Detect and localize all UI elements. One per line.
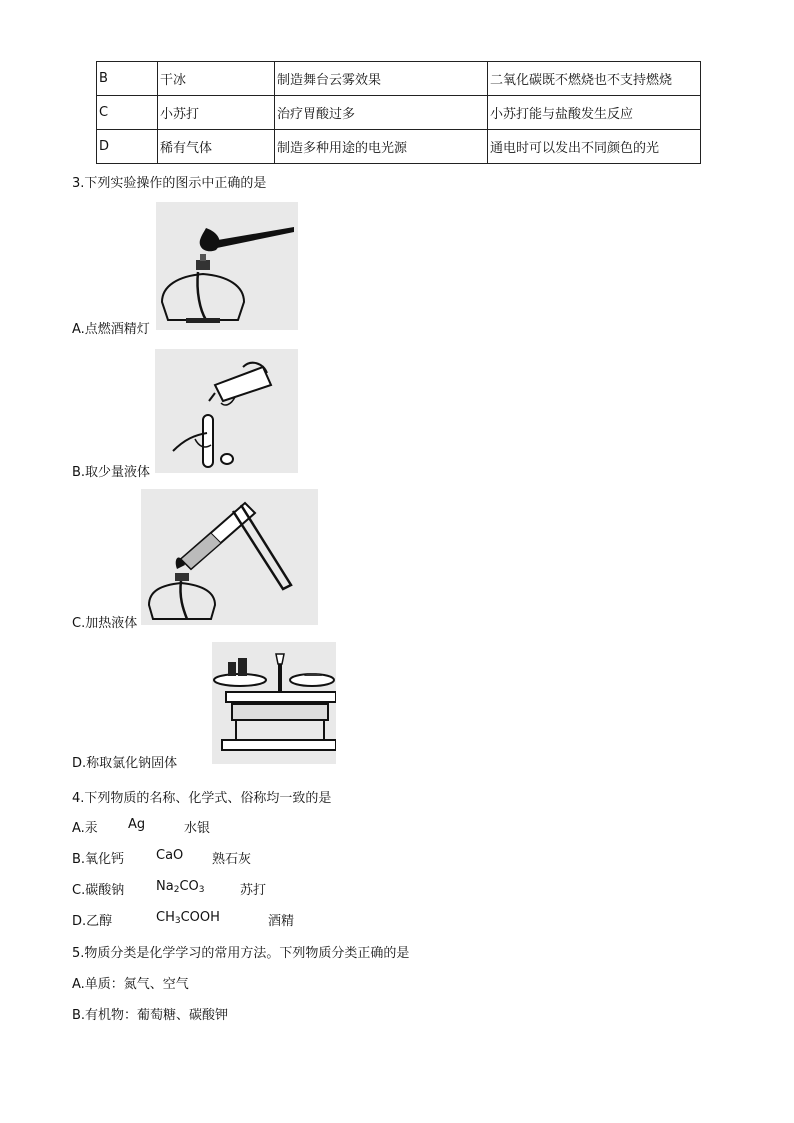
formula-subscript: 3 — [174, 916, 181, 926]
table-cell: 小苏打能与盐酸发生反应 — [488, 96, 701, 130]
table-cell: 治疗胃酸过多 — [275, 96, 488, 130]
question-4-stem: 4.下列物质的名称、化学式、俗称均一致的是 — [72, 791, 332, 806]
formula-part: CH — [156, 910, 175, 925]
question-5-option-b: B.有机物：葡萄糖、碳酸钾 — [72, 1008, 229, 1023]
question-4-option-c — [72, 879, 267, 898]
question-5-option-a: A.单质：氮气、空气 — [72, 977, 189, 992]
question-3-option-d: D.称取氯化钠固体 — [72, 756, 178, 771]
table-cell: 制造多种用途的电光源 — [275, 130, 488, 164]
table-cell: 小苏打 — [158, 96, 275, 130]
table-cell: D — [97, 130, 158, 164]
formula-part: Na — [156, 879, 174, 894]
table-cell: 干冰 — [158, 62, 275, 96]
figure-taking-liquid — [155, 349, 298, 473]
option-label: A.汞 — [72, 821, 98, 836]
formula-part: COOH — [180, 910, 220, 925]
question-4-option-a — [72, 817, 211, 836]
table-cell: 二氧化碳既不燃烧也不支持燃烧 — [488, 62, 701, 96]
chemical-formula — [156, 910, 220, 926]
chemical-formula: Ag — [128, 817, 146, 832]
table-cell: B — [97, 62, 158, 96]
table-cell: 通电时可以发出不同颜色的光 — [488, 130, 701, 164]
question-4-option-b — [72, 848, 252, 867]
common-name: 水银 — [184, 821, 211, 836]
question-4-option-d — [72, 910, 295, 929]
option-label: B.氧化钙 — [72, 852, 125, 867]
formula-subscript: 3 — [198, 885, 205, 895]
figure-heating-liquid — [141, 489, 318, 625]
table-cell: 制造舞台云雾效果 — [275, 62, 488, 96]
answer-options-table — [96, 61, 701, 164]
common-name: 酒精 — [268, 914, 295, 929]
table-row — [97, 130, 701, 164]
option-label: D.乙醇 — [72, 914, 113, 929]
question-3-option-a: A.点燃酒精灯 — [72, 322, 150, 337]
table-cell: C — [97, 96, 158, 130]
option-label: C.碳酸钠 — [72, 883, 125, 898]
table-cell: 稀有气体 — [158, 130, 275, 164]
chemical-formula: CaO — [156, 848, 184, 863]
chemical-formula — [156, 879, 204, 895]
question-3-option-b: B.取少量液体 — [72, 465, 151, 480]
common-name: 熟石灰 — [212, 852, 252, 867]
question-5-stem: 5.物质分类是化学学习的常用方法。下列物质分类正确的是 — [72, 946, 410, 961]
question-3-stem: 3.下列实验操作的图示中正确的是 — [72, 176, 267, 191]
figure-weighing-sodium-chloride — [212, 642, 336, 764]
common-name: 苏打 — [240, 883, 267, 898]
formula-part: CO — [179, 879, 199, 894]
question-3-option-c: C.加热液体 — [72, 616, 138, 631]
table-row — [97, 96, 701, 130]
table-row — [97, 62, 701, 96]
figure-lighting-alcohol-lamp — [156, 202, 298, 330]
formula-subscript: 2 — [173, 885, 180, 895]
